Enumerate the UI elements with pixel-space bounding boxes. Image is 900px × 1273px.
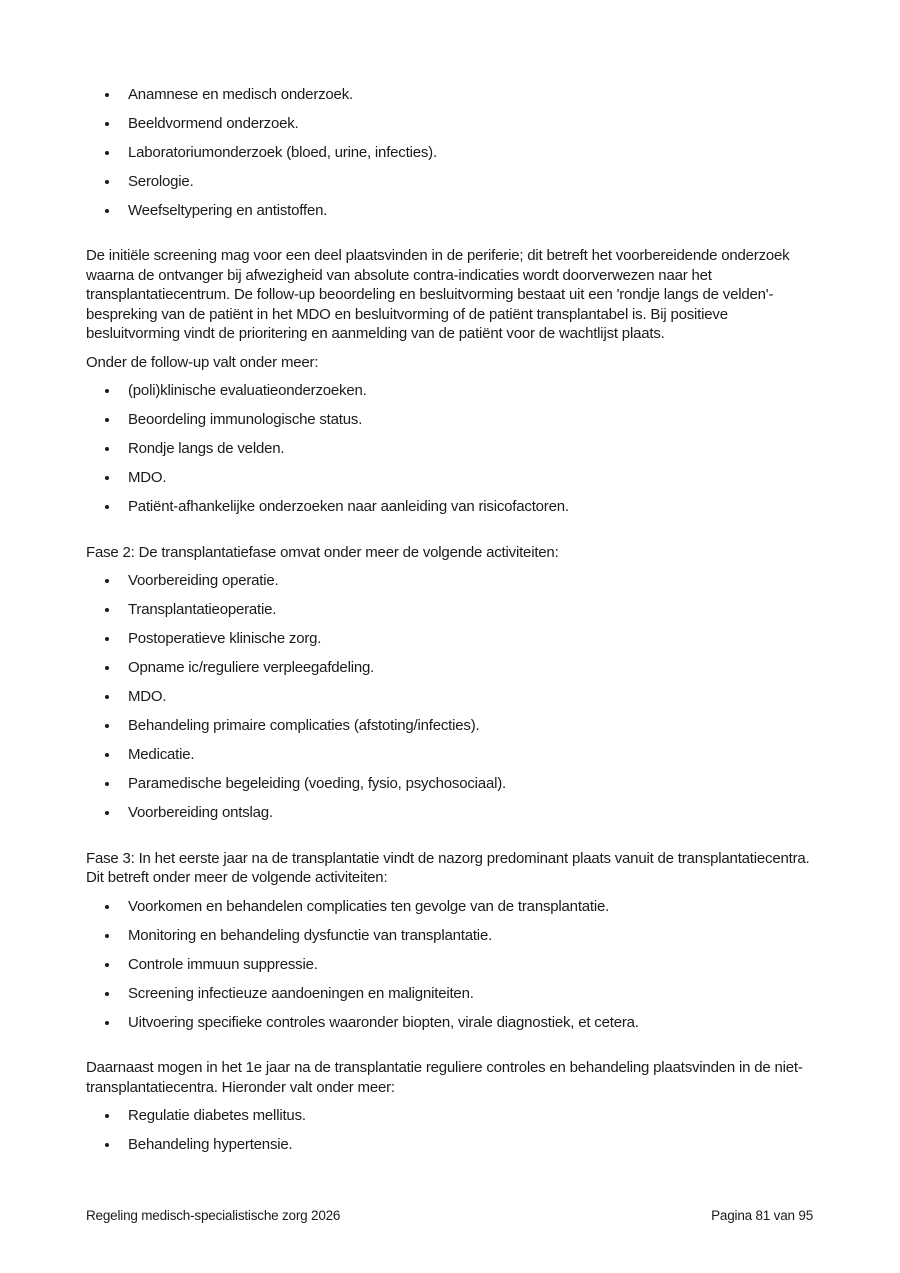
- list-item: [86, 435, 815, 464]
- paragraph-fase2-intro: Fase 2: De transplantatiefase omvat onder meer de volgende activiteiten:: [86, 543, 559, 561]
- bullet-icon: [105, 811, 109, 815]
- list-item-text: Monitoring en behandeling dysfunctie van transplantatie.: [128, 926, 493, 944]
- list-item: [86, 493, 815, 522]
- bullet-icon: [105, 476, 109, 480]
- list-item: [86, 799, 815, 828]
- bullet-icon: [105, 447, 109, 451]
- bullet-icon: [105, 389, 109, 393]
- list-item-text: Medicatie.: [128, 746, 195, 764]
- page-content: [86, 80, 815, 1160]
- bullet-icon: [105, 637, 109, 641]
- bullet-icon: [105, 93, 109, 97]
- list-item: [86, 167, 815, 196]
- nazorg-bullet-list: [86, 1102, 815, 1160]
- paragraph-nazorg-intro: Daarnaast mogen in het 1e jaar na de transplantatie reguliere controles en behandeling plaatsvinden in de niet-transplantatiecentra. Hieronder valt onder meer:: [86, 1059, 803, 1096]
- list-item: [86, 1102, 815, 1131]
- screening-bullet-list: [86, 80, 815, 225]
- list-item: [86, 138, 815, 167]
- paragraph-fase3-intro: Fase 3: In het eerste jaar na de transplantatie vindt de nazorg predominant plaats vanuit de transplantatiecentra. Dit betreft onder meer de volgende activiteiten:: [86, 849, 810, 886]
- followup-bullet-list: [86, 377, 815, 522]
- bullet-icon: [105, 151, 109, 155]
- list-item-text: Rondje langs de velden.: [128, 440, 285, 458]
- bullet-icon: [105, 1021, 109, 1025]
- bullet-icon: [105, 695, 109, 699]
- bullet-icon: [105, 418, 109, 422]
- bullet-icon: [105, 934, 109, 938]
- list-item-text: Postoperatieve klinische zorg.: [128, 630, 322, 648]
- list-item-text: MDO.: [128, 688, 167, 706]
- bullet-icon: [105, 505, 109, 509]
- bullet-icon: [105, 579, 109, 583]
- list-item-text: Behandeling primaire complicaties (afstoting/infecties).: [128, 717, 480, 735]
- bullet-icon: [105, 992, 109, 996]
- footer-page-number: Pagina 81 van 95: [711, 1208, 813, 1223]
- list-item: [86, 109, 815, 138]
- list-item-text: Controle immuun suppressie.: [128, 955, 318, 973]
- list-item-text: Beoordeling immunologische status.: [128, 411, 363, 429]
- list-item: [86, 979, 815, 1008]
- list-item-text: Voorbereiding ontslag.: [128, 804, 273, 822]
- bullet-icon: [105, 209, 109, 213]
- list-item-text: Screening infectieuze aandoeningen en maligniteiten.: [128, 984, 474, 1002]
- list-item: [86, 712, 815, 741]
- list-item: [86, 406, 815, 435]
- bullet-icon: [105, 753, 109, 757]
- list-item: [86, 464, 815, 493]
- list-item: [86, 1131, 815, 1160]
- list-item: [86, 196, 815, 225]
- bullet-icon: [105, 122, 109, 126]
- list-item-text: (poli)klinische evaluatieonderzoeken.: [128, 382, 367, 400]
- list-item: [86, 377, 815, 406]
- fase2-bullet-list: [86, 567, 815, 828]
- list-item-text: Behandeling hypertensie.: [128, 1136, 293, 1154]
- list-item-text: Opname ic/reguliere verpleegafdeling.: [128, 659, 375, 677]
- bullet-icon: [105, 1143, 109, 1147]
- bullet-icon: [105, 608, 109, 612]
- list-item: [86, 921, 815, 950]
- list-item-text: MDO.: [128, 469, 167, 487]
- list-item-text: Voorkomen en behandelen complicaties ten gevolge van de transplantatie.: [128, 897, 610, 915]
- footer-document-title: Regeling medisch-specialistische zorg 2026: [86, 1208, 341, 1223]
- list-item-text: Paramedische begeleiding (voeding, fysio, psychosociaal).: [128, 775, 506, 793]
- bullet-icon: [105, 1114, 109, 1118]
- bullet-icon: [105, 963, 109, 967]
- list-item-text: Patiënt-afhankelijke onderzoeken naar aanleiding van risicofactoren.: [128, 498, 569, 516]
- list-item-text: Uitvoering specifieke controles waaronder biopten, virale diagnostiek, et cetera.: [128, 1013, 639, 1031]
- list-item: [86, 80, 815, 109]
- list-item-text: Weefseltypering en antistoffen.: [128, 201, 328, 219]
- paragraph-followup-intro: Onder de follow-up valt onder meer:: [86, 353, 319, 371]
- list-item: [86, 654, 815, 683]
- list-item-text: Anamnese en medisch onderzoek.: [128, 85, 353, 103]
- list-item-text: Serologie.: [128, 172, 194, 190]
- page-footer: [86, 1207, 813, 1224]
- list-item-text: Beeldvormend onderzoek.: [128, 114, 299, 132]
- list-item: [86, 770, 815, 799]
- bullet-icon: [105, 724, 109, 728]
- list-item: [86, 596, 815, 625]
- paragraph-screening-intro: De initiële screening mag voor een deel plaatsvinden in de periferie; dit betreft het voorbereidende onderzoek waarna de ontvanger bij afwezigheid van absolute contra-indicaties wordt doorverwezen naar het transplantatiecentrum. De follow-up beoordeling en besluitvorming bestaat uit een 'rondje langs de velden'-bespreking van de patiënt in het MDO en besluitvorming of de patiënt transplantabel is. Bij positieve besluitvorming vindt de prioritering en aanmelding van de patiënt voor de wachtlijst plaats.: [86, 247, 790, 342]
- fase3-bullet-list: [86, 892, 815, 1037]
- bullet-icon: [105, 782, 109, 786]
- list-item: [86, 892, 815, 921]
- list-item: [86, 625, 815, 654]
- list-item: [86, 683, 815, 712]
- list-item: [86, 1008, 815, 1037]
- list-item: [86, 950, 815, 979]
- bullet-icon: [105, 180, 109, 184]
- bullet-icon: [105, 666, 109, 670]
- list-item-text: Regulatie diabetes mellitus.: [128, 1107, 306, 1125]
- list-item-text: Transplantatieoperatie.: [128, 601, 277, 619]
- list-item: [86, 741, 815, 770]
- bullet-icon: [105, 905, 109, 909]
- list-item-text: Laboratoriumonderzoek (bloed, urine, infecties).: [128, 143, 437, 161]
- list-item: [86, 567, 815, 596]
- list-item-text: Voorbereiding operatie.: [128, 572, 279, 590]
